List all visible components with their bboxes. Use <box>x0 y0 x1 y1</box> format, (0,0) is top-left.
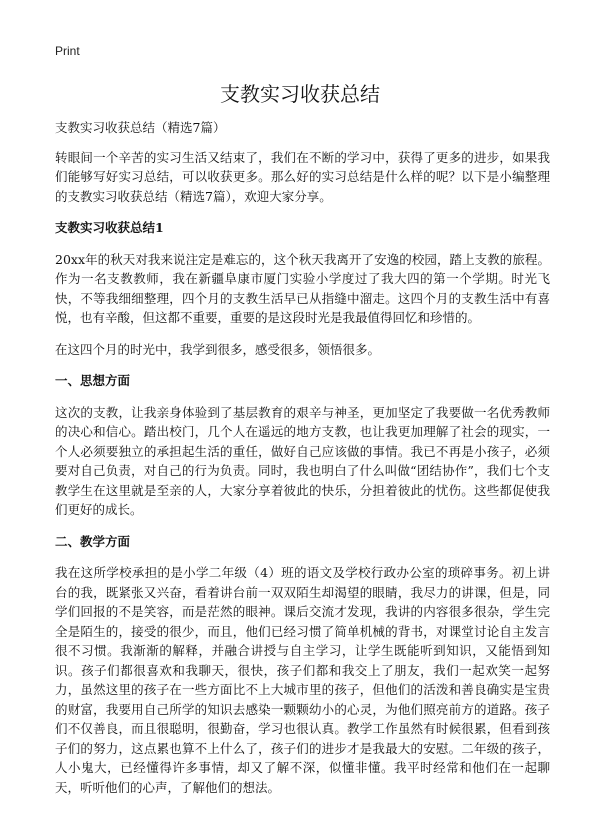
section1-paragraph-2: 在这四个月的时光中，我学到很多，感受很多，领悟很多。 <box>55 341 381 357</box>
article-subtitle: 支教实习收获总结（精选7篇） <box>55 120 226 135</box>
section1-paragraph-1: 20xx年的秋天对我来说注定是难忘的，这个秋天我离开了安逸的校园，踏上支教的旅程。作为一名支教教师，我在新疆阜康市厦门实验小学度过了我大四的第一个学期。时光飞快，不等我细细整理，四个月的支教生活早已从指缝中溜走。这四个月的支教生活中有喜悦，也有辛酸，但这都不重要，重要的是这段时光是我最值得回忆和珍惜的。 <box>55 251 550 325</box>
intro-paragraph: 转眼间一个辛苦的实习生活又结束了，我们在不断的学习中，获得了更多的进步，如果我们能够写好实习总结，可以收获更多。那么好的实习总结是什么样的呢？以下是小编整理的支教实习收获总结（精选7篇），欢迎大家分享。 <box>55 149 550 204</box>
thought-paragraph: 这次的支教，让我亲身体验到了基层教育的艰辛与神圣，更加坚定了我要做一名优秀教师的决心和信心。踏出校门，几个人在遥远的地方支教，也让我更加理解了社会的现实，一个人必须要独立的承担起生活的重任，做好自己应该做的事情。我已不再是小孩子，必须要对自己负责，对自己的行为负责。同时，我也明白了什么叫做“团结协作”，我们七个支教学生在这里就是至亲的人，大家分享着彼此的快乐，分担着彼此的忧伤。这些都促使我们更好的成长。 <box>55 404 550 517</box>
section-heading-1: 支教实习收获总结1 <box>55 220 164 235</box>
print-link[interactable]: Print <box>55 44 80 58</box>
heading-teaching: 二、教学方面 <box>55 533 131 549</box>
heading-thought: 一、思想方面 <box>55 373 131 388</box>
article-body <box>55 118 550 809</box>
teaching-paragraph: 我在这所学校承担的是小学二年级（4）班的语文及学校行政办公室的琐碎事务。初上讲台的我，既紧张又兴奋，看着讲台前一双双陌生却渴望的眼睛，我尽力的讲课，但是，同学们回报的不是笑容，而是茫然的眼神。课后交流才发现，我讲的内容很多很杂，学生完全是陌生的，接受的很少，而且，他们已经习惯了简单机械的背书，对课堂讨论自主发言很不习惯。我渐渐的解释，并融合讲授与自主学习，让学生既能听到知识，又能悟到知识。孩子们都很喜欢和我聊天，很快，孩子们都和我交上了朋友，我们一起欢笑一起努力，虽然这里的孩子在一些方面比不上大城市里的孩子，但他们的活泼和善良确实是宝贵的财富，我要用自己所学的知识去感染一颗颗幼小的心灵，为他们照亮前方的道路。孩子们不仅善良，而且很聪明，很勤奋，学习也很认真。教学工作虽然有时候很累，但看到孩子们的努力，这点累也算不上什么了，孩子们的进步才是我最大的安慰。二年级的孩子，人小鬼大，已经懂得许多事情，却又了解不深，似懂非懂。我平时经常和他们在一起聊天，听听他们的心声，了解他们的想法。 <box>55 565 550 795</box>
page-title: 支教实习收获总结 <box>220 82 380 106</box>
